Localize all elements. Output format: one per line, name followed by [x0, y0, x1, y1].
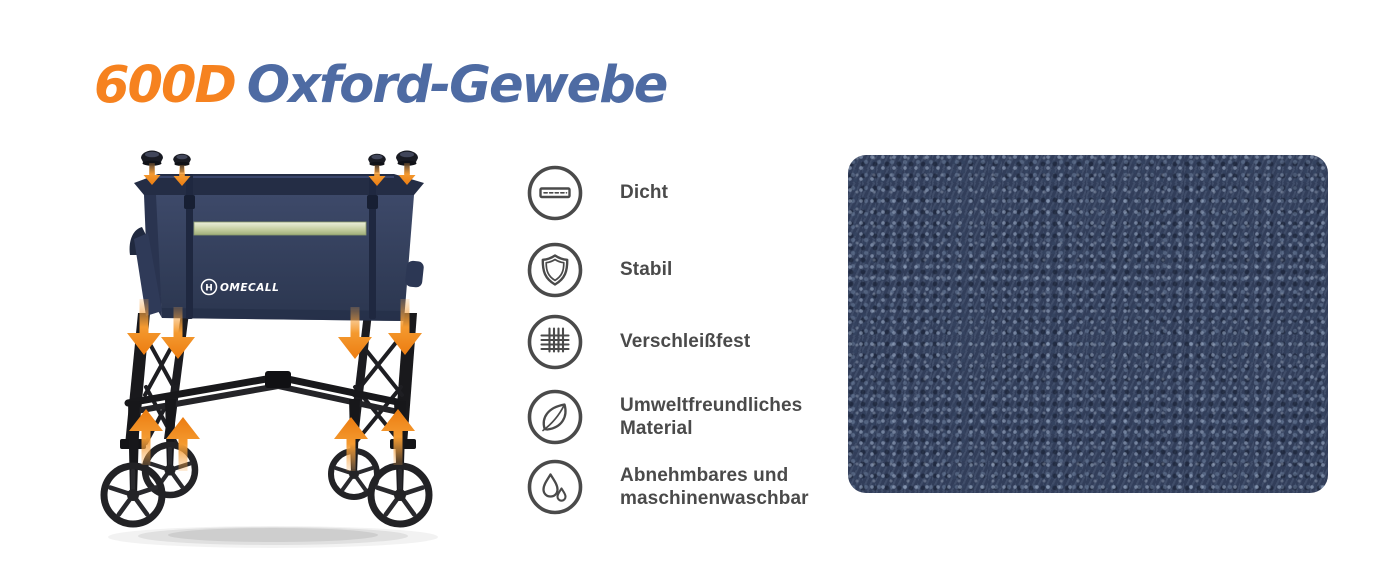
feature-label: Umweltfreundliches Material	[620, 394, 803, 439]
feature-item-umweltfreundlich	[527, 389, 820, 445]
shield-icon	[527, 242, 583, 298]
wagon-wheels	[104, 445, 429, 524]
title-main: Oxford-Gewebe	[246, 56, 667, 115]
seam-seal-icon	[527, 165, 583, 221]
title-highlight: 600D	[94, 56, 235, 115]
feature-label: Dicht	[620, 182, 668, 204]
feature-list	[527, 165, 827, 525]
page-title	[94, 58, 666, 114]
feature-item-stabil	[527, 242, 672, 298]
feature-item-waschbar	[527, 459, 820, 515]
feature-label: Abnehmbares und maschinenwaschbar	[620, 464, 809, 509]
water-drops-icon	[527, 459, 583, 515]
feature-item-dicht	[527, 165, 668, 221]
feature-item-verschleissfest	[527, 314, 750, 370]
brand-mark: H	[205, 283, 213, 294]
side-flap	[405, 260, 425, 288]
brand-name: OMECALL	[220, 282, 280, 294]
fabric-basket	[130, 174, 425, 321]
product-photo-wagon	[88, 143, 478, 563]
reflective-stripe	[194, 222, 366, 235]
woven-mesh-icon	[527, 314, 583, 370]
wagon-illustration	[88, 143, 478, 563]
leaf-icon	[527, 389, 583, 445]
feature-label: Stabil	[620, 259, 673, 281]
fabric-texture-swatch	[848, 155, 1328, 493]
ground-shadow	[108, 526, 438, 548]
feature-label: Verschleißfest	[620, 331, 751, 353]
